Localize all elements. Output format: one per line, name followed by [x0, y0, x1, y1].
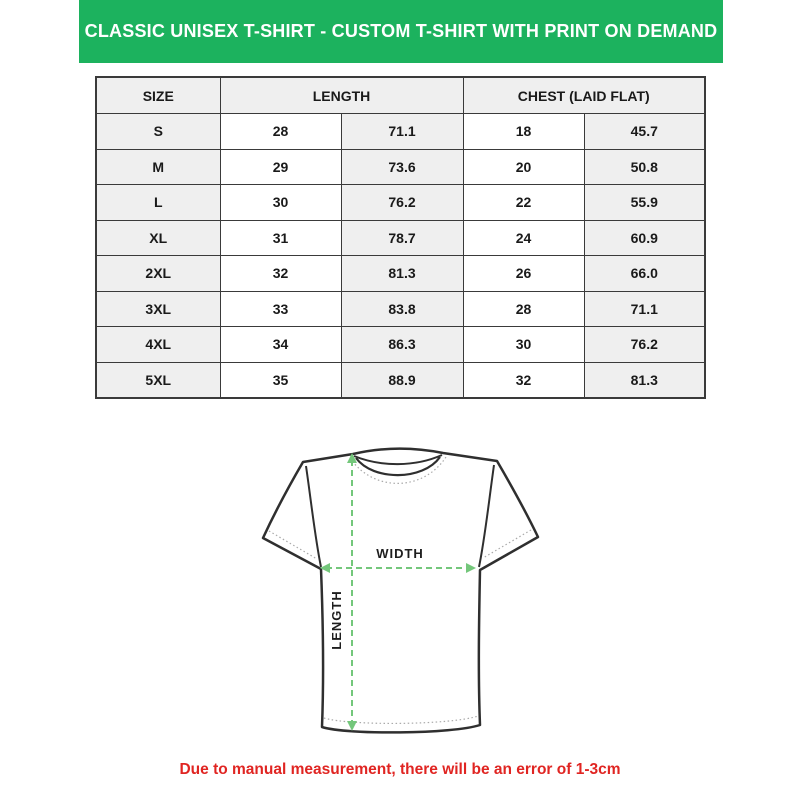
length-cm-cell: 81.3	[341, 256, 463, 292]
chest-cm-cell: 81.3	[584, 362, 705, 398]
chest-cm-cell: 50.8	[584, 149, 705, 185]
size-cell: XL	[96, 220, 220, 256]
header-size: SIZE	[96, 77, 220, 114]
table-row	[96, 256, 705, 292]
length-in-cell: 35	[220, 362, 341, 398]
length-cm-cell: 83.8	[341, 291, 463, 327]
length-in-cell: 32	[220, 256, 341, 292]
size-cell: 2XL	[96, 256, 220, 292]
chest-cm-cell: 45.7	[584, 114, 705, 150]
size-cell: 5XL	[96, 362, 220, 398]
table-row	[96, 291, 705, 327]
page-title: CLASSIC UNISEX T-SHIRT - CUSTOM T-SHIRT WITH PRINT ON DEMAND	[84, 21, 718, 41]
chest-in-cell: 20	[463, 149, 584, 185]
chest-in-cell: 28	[463, 291, 584, 327]
table-row	[96, 149, 705, 185]
length-in-cell: 29	[220, 149, 341, 185]
measurement-error-note: Due to manual measurement, there will be an error of 1-3cm	[179, 761, 621, 778]
size-cell: L	[96, 185, 220, 221]
length-in-cell: 34	[220, 327, 341, 363]
size-chart-table	[95, 76, 706, 399]
size-cell: 3XL	[96, 291, 220, 327]
chest-in-cell: 30	[463, 327, 584, 363]
length-in-cell: 30	[220, 185, 341, 221]
width-measure-label: WIDTH	[376, 546, 424, 561]
chest-cm-cell: 55.9	[584, 185, 705, 221]
length-cm-cell: 76.2	[341, 185, 463, 221]
chest-cm-cell: 60.9	[584, 220, 705, 256]
header-length: LENGTH	[220, 77, 463, 114]
length-cm-cell: 88.9	[341, 362, 463, 398]
chest-cm-cell: 71.1	[584, 291, 705, 327]
length-measure-label: LENGTH	[329, 590, 344, 650]
chest-in-cell: 22	[463, 185, 584, 221]
table-row	[96, 220, 705, 256]
chest-cm-cell: 66.0	[584, 256, 705, 292]
tshirt-diagram	[240, 440, 560, 750]
tshirt-outline	[263, 449, 538, 733]
chest-in-cell: 24	[463, 220, 584, 256]
length-cm-cell: 71.1	[341, 114, 463, 150]
table-row	[96, 114, 705, 150]
table-header-row	[96, 77, 705, 114]
length-cm-cell: 86.3	[341, 327, 463, 363]
size-cell: S	[96, 114, 220, 150]
chest-in-cell: 26	[463, 256, 584, 292]
length-in-cell: 31	[220, 220, 341, 256]
length-cm-cell: 73.6	[341, 149, 463, 185]
table-row	[96, 185, 705, 221]
size-cell: 4XL	[96, 327, 220, 363]
length-in-cell: 28	[220, 114, 341, 150]
table-row	[96, 327, 705, 363]
table-row	[96, 362, 705, 398]
length-cm-cell: 78.7	[341, 220, 463, 256]
chest-in-cell: 18	[463, 114, 584, 150]
size-cell: M	[96, 149, 220, 185]
title-banner	[79, 0, 723, 63]
chest-in-cell: 32	[463, 362, 584, 398]
length-in-cell: 33	[220, 291, 341, 327]
chest-cm-cell: 76.2	[584, 327, 705, 363]
header-chest: CHEST (LAID FLAT)	[463, 77, 705, 114]
